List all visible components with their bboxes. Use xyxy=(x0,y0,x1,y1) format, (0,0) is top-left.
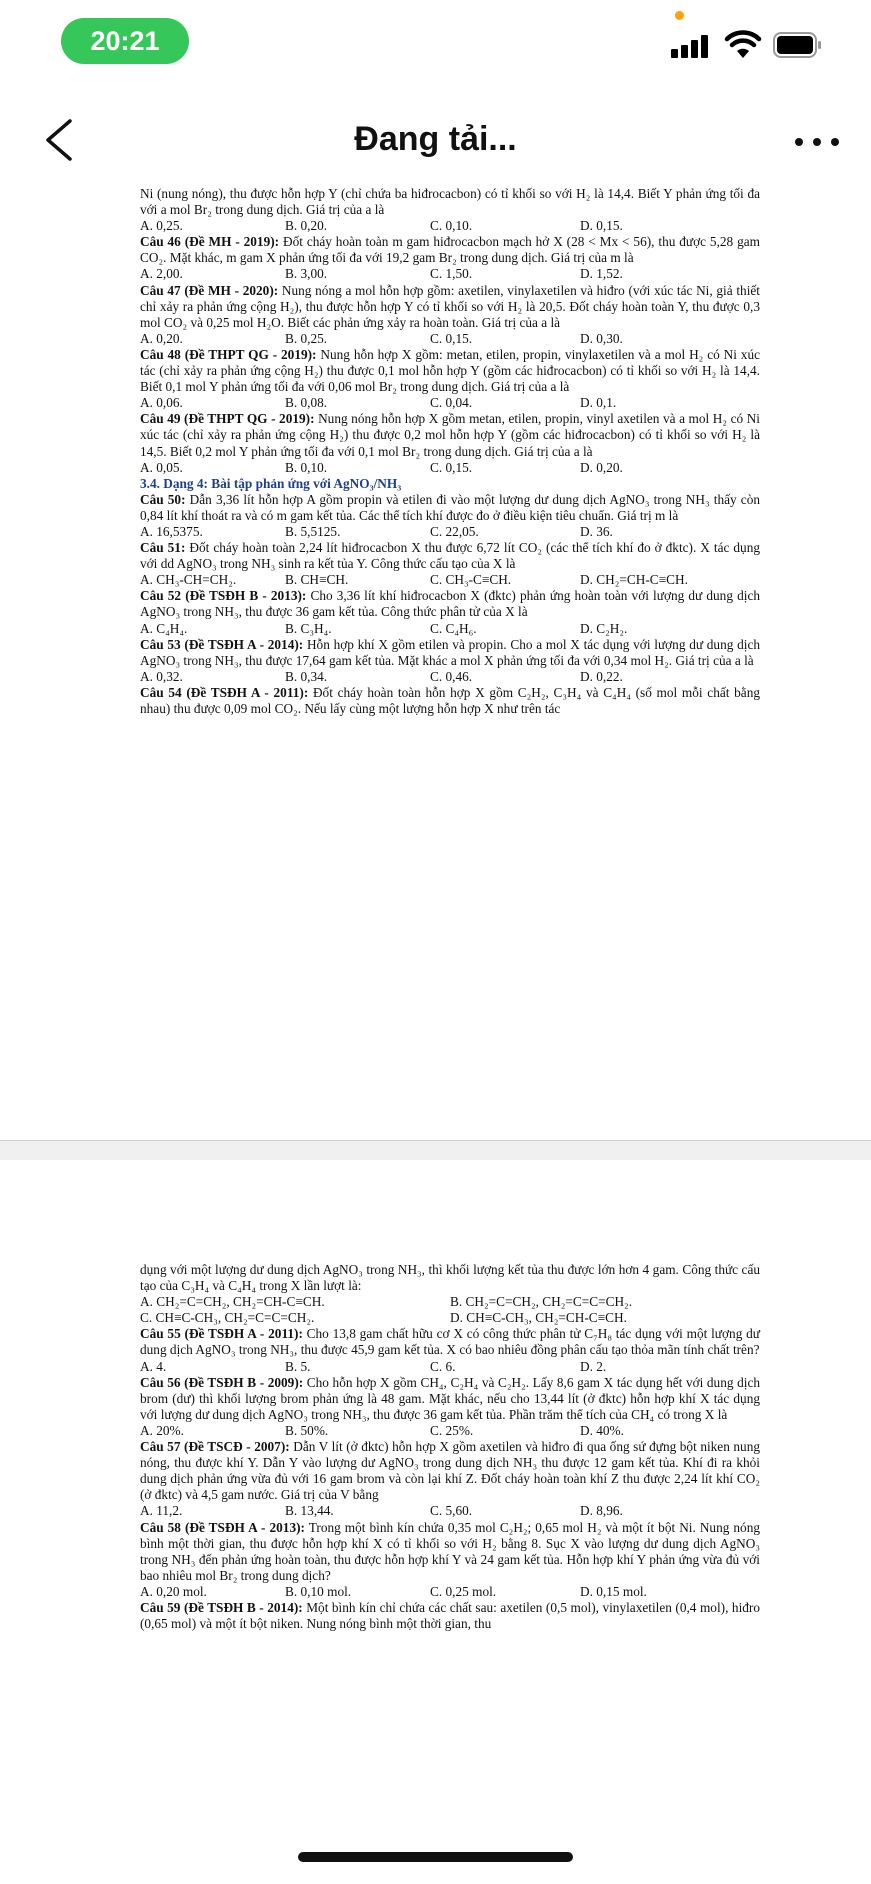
answer-option-c: C. CH₃-C≡CH. xyxy=(430,572,512,588)
question-heading: Câu 49 (Đề THPT QG - 2019): xyxy=(140,411,315,427)
answer-options xyxy=(140,331,760,347)
answer-option-d: D. 0,22. xyxy=(580,668,623,684)
ellipsis-icon[interactable] xyxy=(795,138,841,148)
question-text: Trong một bình kín chứa 0,35 mol C₂H₂; 0,65 mol H₂ và một ít bột Ni. Nung nóng bình một thời gian, thu được hỗn hợp khí X có tỉ khối so với H₂ bằng 8. Sục X vào lượng dư dung dịch AgNO₃ trong NH₃ đến phản ứng hoàn toàn, thu được hỗn hợp khí Y và 24 gam kết tủa. Hỗn hợp khí Y phản ứng vừa đủ với bao nhiêu mol Br₂ trong dung dịch? xyxy=(140,1519,760,1583)
question-text: Đốt cháy hoàn toàn hỗn hợp X gồm C₂H₂, C₃H₄ và C₄H₄ (số mol mỗi chất bằng nhau) thu được 0,09 mol CO₂. Nếu lấy cùng một lượng hỗn hợp X như trên tác xyxy=(140,684,760,716)
answer-option-d: D. 8,96. xyxy=(580,1503,623,1519)
section-heading: 3.4. Dạng 4: Bài tập phản ứng với AgNO₃/NH₃ xyxy=(140,475,402,491)
answer-option-a: A. 0,06. xyxy=(140,395,183,411)
cellular-signal-icon xyxy=(671,34,711,58)
question-text: Nung hỗn hợp X gồm: metan, etilen, propin, vinylaxetilen và a mol H₂ có Ni xúc tác (chỉ xảy ra phản ứng cộng H₂) thu được 0,1 mol hỗn hợp Y (gồm các hiđrocacbon) có tỉ khối so với H₂ là 14,4. Biết 0,1 mol Y phản ứng tối đa với 0,06 mol Br₂ trong dung dịch. Giá trị của a là xyxy=(140,346,761,395)
page-2-content xyxy=(140,1262,760,1632)
wifi-icon xyxy=(724,30,762,60)
question-heading: Câu 59 (Đề TSĐH B - 2014): xyxy=(140,1599,303,1615)
answer-options xyxy=(140,669,760,685)
answer-option-c: C. 5,60. xyxy=(430,1503,473,1519)
answer-option-b: D. CH≡C-CH₃, CH₂=CH-C≡CH. xyxy=(450,1310,627,1326)
answer-option-c: C. 25%. xyxy=(430,1422,474,1438)
answer-options xyxy=(140,1503,760,1519)
question-text: Nung nóng hỗn hợp X gồm metan, etilen, propin, vinyl axetilen và a mol H₂ có Ni xúc tác (chỉ xảy ra phản ứng cộng H₂) thu được 0,2 mol hỗn hợp Y (gồm các hiđrocacbon) có tỉ khối so với H₂ là 14,5. Biết 0,2 mol Y phản ứng tối đa với 0,1 mol Br₂ trong dung dịch. Giá trị của a là xyxy=(140,411,761,459)
question xyxy=(140,1520,760,1584)
question xyxy=(140,1600,760,1632)
answer-option-a: A. C₄H₄. xyxy=(140,620,188,636)
home-indicator[interactable] xyxy=(298,1852,573,1862)
question-heading: Câu 50: xyxy=(140,491,186,507)
document-page-1 xyxy=(0,186,871,1146)
answer-option-a: A. 16,5375. xyxy=(140,523,203,539)
document-page-2 xyxy=(0,1160,871,1860)
answer-option-b: B. 0,08. xyxy=(285,395,328,411)
answer-option-a: A. 11,2. xyxy=(140,1503,183,1519)
question-text: Đốt cháy hoàn toàn 2,24 lít hiđrocacbon X thu được 6,72 lít CO₂ (các thể tích khí đo ở đktc). X tác dụng với dd AgNO₃ trong NH₃ sinh ra kết tủa Y. Công thức cấu tạo của X là xyxy=(140,540,760,572)
answer-options xyxy=(140,524,760,540)
answer-option-b: B. 0,10 mol. xyxy=(285,1583,352,1599)
answer-option-c: C. 0,46. xyxy=(430,668,473,684)
answer-option-a: A. 0,20. xyxy=(140,330,183,346)
question-heading: Câu 52 (Đề TSĐH B - 2013): xyxy=(140,588,307,604)
answer-option-d: D. 0,15. xyxy=(580,218,623,234)
answer-options xyxy=(140,218,760,234)
answer-option-a: A. 4. xyxy=(140,1358,167,1374)
answer-option-b: B. 0,10. xyxy=(285,459,328,475)
question-text: Cho 3,36 lít khí hiđrocacbon X (đktc) phản ứng hoàn toàn với lượng dư dung dịch AgNO₃ trong NH₃, thu được 36 gam kết tủa. Công thức phân tử của X là xyxy=(140,588,760,620)
question xyxy=(140,685,760,717)
answer-option-a: A. 0,32. xyxy=(140,668,183,684)
answer-options xyxy=(140,266,760,282)
question-heading: Câu 51: xyxy=(140,540,186,556)
battery-icon xyxy=(773,32,823,58)
answer-option-b: B. 0,20. xyxy=(285,218,328,234)
question-heading: Câu 56 (Đề TSĐH B - 2009): xyxy=(140,1374,304,1390)
status-bar xyxy=(0,0,871,90)
answer-option-c: C. 0,04. xyxy=(430,395,473,411)
answer-options xyxy=(140,572,760,588)
answer-option-a: A. CH₂=C=CH₂, CH₂=CH-C≡CH. xyxy=(140,1294,325,1310)
answer-options xyxy=(140,621,760,637)
question-text: Đốt cháy hoàn toàn m gam hiđrocacbon mạch hở X (28 < Mx < 56), thu được 5,28 gam CO₂. Mặt khác, m gam X phản ứng tối đa với 19,2 gam Br₂ trong dung dịch. Giá trị của m là xyxy=(140,234,760,266)
answer-option-b: B. 5,5125. xyxy=(285,523,341,539)
answer-option-b: B. 0,34. xyxy=(285,668,328,684)
answer-option-c: C. 1,50. xyxy=(430,266,473,282)
answer-option-d: D. 0,1. xyxy=(580,395,617,411)
answer-option-d: D. CH₂=CH-C≡CH. xyxy=(580,572,688,588)
question-text: Dẫn V lít (ở đktc) hỗn hợp X gồm axetilen và hiđro đi qua ống sứ đựng bột niken nung nóng, thu được khí Y. Dẫn Y vào lượng dư AgNO₃ trong dung dịch NH₃ thu được 12 gam kết tủa. Khí đi ra khỏi dung dịch phản ứng vừa đủ với 16 gam brom và còn lại khí Z. Đốt cháy hoàn toàn khí Z thu được 2,24 lít khí CO₂ (ở đktc) và 4,5 gam nước. Giá trị của V bằng xyxy=(140,1439,760,1503)
question xyxy=(140,283,760,331)
paragraph: Ni (nung nóng), thu được hỗn hợp Y (chỉ chứa ba hiđrocacbon) có tỉ khối so với H₂ là 14,4. Biết Y phản ứng tối đa với a mol Br₂ trong dung dịch. Giá trị của a là xyxy=(140,186,760,218)
question-text: Cho 13,8 gam chất hữu cơ X có công thức phân tử C₇H₈ tác dụng với một lượng dư dung dịch AgNO₃ trong NH₃, thu được 45,9 gam kết tủa. X có bao nhiêu đồng phân cấu tạo thỏa mãn tính chất trên? xyxy=(140,1326,760,1358)
answer-option-b: B. 0,25. xyxy=(285,330,328,346)
question-heading: Câu 47 (Đề MH - 2020): xyxy=(140,282,279,298)
question xyxy=(140,588,760,620)
answer-option-b: B. 13,44. xyxy=(285,1503,334,1519)
question xyxy=(140,1326,760,1358)
answer-option-a: A. 2,00. xyxy=(140,266,183,282)
answer-option-b: B. CH₂=C=CH₂, CH₂=C=C=CH₂. xyxy=(450,1294,633,1310)
question-heading: Câu 57 (Đề TSCĐ - 2007): xyxy=(140,1439,290,1455)
navigation-bar xyxy=(0,90,871,190)
question-heading: Câu 46 (Đề MH - 2019): xyxy=(140,234,280,250)
page-title: Đang tải... xyxy=(354,120,517,158)
answer-option-d: D. 1,52. xyxy=(580,266,623,282)
question xyxy=(140,347,760,395)
question-heading: Câu 48 (Đề THPT QG - 2019): xyxy=(140,346,317,362)
question xyxy=(140,637,760,669)
question-text: Cho hỗn hợp X gồm CH₄, C₂H₄ và C₂H₂. Lấy 8,6 gam X tác dụng hết với dung dịch brom (dư) thì khối lượng brom phản ứng là 48 gam. Mặt khác, nếu cho 13,44 lít (ở đktc) hỗn hợp khí X tác dụng với lượng dư dung dịch AgNO₃ trong NH₃, thu được 36 gam kết tủa. Phần trăm thể tích của CH₄ có trong X là xyxy=(140,1374,760,1422)
answer-option-c: C. 22,05. xyxy=(430,523,479,539)
question-heading: Câu 53 (Đề TSĐH A - 2014): xyxy=(140,636,304,652)
question-heading: Câu 55 (Đề TSĐH A - 2011): xyxy=(140,1326,303,1342)
question-text: Một bình kín chỉ chứa các chất sau: axetilen (0,5 mol), vinylaxetilen (0,4 mol), hiđro (0,65 mol) và một ít bột niken. Nung nóng bình một thời gian, thu xyxy=(140,1599,760,1632)
question xyxy=(140,492,760,524)
question xyxy=(140,234,760,266)
answer-options xyxy=(140,1423,760,1439)
answer-options xyxy=(140,395,760,411)
question xyxy=(140,540,760,572)
answer-option-b: B. C₃H₄. xyxy=(285,620,332,636)
page-1-content xyxy=(140,186,760,717)
answer-option-a: A. 20%. xyxy=(140,1422,184,1438)
paragraph: dụng với một lượng dư dung dịch AgNO₃ trong NH₃, thì khối lượng kết tủa thu được lớn hơn 4 gam. Công thức cấu tạo của C₃H₄ và C₄H₄ trong X lần lượt là: xyxy=(140,1262,760,1294)
status-time[interactable]: 20:21 xyxy=(61,18,189,64)
answer-option-b: B. 50%. xyxy=(285,1422,329,1438)
question-heading: Câu 58 (Đề TSĐH A - 2013): xyxy=(140,1519,305,1535)
answer-option-a: C. CH≡C-CH₃, CH₂=C=C=CH₂. xyxy=(140,1310,315,1326)
answer-option-d: D. C₂H₂. xyxy=(580,620,628,636)
answer-option-c: C. 0,10. xyxy=(430,218,473,234)
question-text: Dẫn 3,36 lít hỗn hợp A gồm propin và etilen đi vào một lượng dư dung dịch AgNO₃ trong NH₃ thấy còn 0,84 lít khí thoát ra và có m gam kết tủa. Các thể tích khí được đo ở điều kiện tiêu chuẩn. Giá trị m là xyxy=(140,491,760,523)
answer-option-c: C. 0,25 mol. xyxy=(430,1583,497,1599)
answer-option-a: A. CH₃-CH=CH₂. xyxy=(140,572,237,588)
answer-option-b: B. CH≡CH. xyxy=(285,572,349,588)
question xyxy=(140,1375,760,1423)
answer-option-b: B. 3,00. xyxy=(285,266,328,282)
answer-option-d: D. 0,15 mol. xyxy=(580,1583,647,1599)
question xyxy=(140,1439,760,1503)
answer-option-a: A. 0,20 mol. xyxy=(140,1583,207,1599)
answer-option-c: C. 0,15. xyxy=(430,330,473,346)
answer-option-c: C. C₄H₆. xyxy=(430,620,477,636)
answer-option-a: A. 0,05. xyxy=(140,459,183,475)
answer-options xyxy=(140,1584,760,1600)
answer-options xyxy=(140,1294,760,1310)
answer-option-d: D. 2. xyxy=(580,1358,607,1374)
privacy-indicator-dot xyxy=(675,11,684,20)
answer-options xyxy=(140,1359,760,1375)
answer-option-c: C. 0,15. xyxy=(430,459,473,475)
answer-option-c: C. 6. xyxy=(430,1358,456,1374)
answer-option-a: A. 0,25. xyxy=(140,218,183,234)
answer-option-d: D. 40%. xyxy=(580,1422,624,1438)
question-text: Nung nóng a mol hỗn hợp gồm: axetilen, vinylaxetilen và hiđro (với xúc tác Ni, giả thiết chỉ xảy ra phản ứng cộng H₂), thu được hỗn hợp Y có tỉ khối so với H₂ là 20,5. Đốt cháy hoàn toàn Y, thu được 0,3 mol CO₂ và 0,25 mol H₂O. Biết các phản ứng xảy ra hoàn toàn. Giá trị của a là xyxy=(140,282,760,330)
question-heading: Câu 54 (Đề TSĐH A - 2011): xyxy=(140,684,309,700)
answer-options xyxy=(140,460,760,476)
question-text: Hỗn hợp khí X gồm etilen và propin. Cho a mol X tác dụng với lượng dư dung dịch AgNO₃ trong NH₃, thu được 17,64 gam kết tủa. Mặt khác a mol X phản ứng tối đa với 0,34 mol H₂. Giá trị của a là xyxy=(140,636,760,668)
answer-option-d: D. 36. xyxy=(580,523,613,539)
answer-options xyxy=(140,1310,760,1326)
answer-option-d: D. 0,30. xyxy=(580,330,623,346)
question xyxy=(140,411,760,459)
answer-option-d: D. 0,20. xyxy=(580,459,623,475)
answer-option-b: B. 5. xyxy=(285,1358,311,1374)
